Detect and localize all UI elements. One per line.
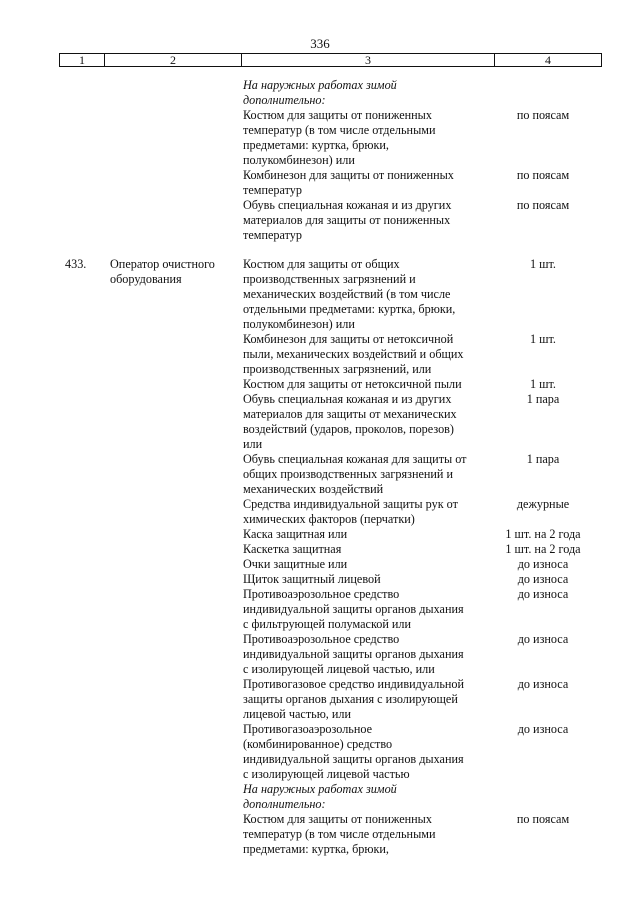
table-row — [0, 647, 640, 662]
table-row — [0, 812, 640, 827]
profession-name — [110, 587, 243, 602]
header-col-2: 2 — [105, 54, 242, 66]
equipment-item: Костюм для защиты от пониженных — [243, 108, 432, 122]
row-number — [65, 467, 110, 482]
table-row — [0, 587, 640, 602]
equipment-item: или — [243, 437, 263, 451]
equipment-item: Щиток защитный лицевой — [243, 572, 381, 586]
profession-name: Оператор очистного — [110, 257, 215, 271]
issue-norm — [491, 782, 595, 797]
row-number — [65, 392, 110, 407]
table-row — [0, 497, 640, 512]
row-number — [65, 662, 110, 677]
issue-norm — [491, 797, 595, 812]
issue-norm: до износа — [517, 677, 569, 691]
row-number — [65, 827, 110, 842]
equipment-item: химических факторов (перчатки) — [243, 512, 415, 526]
table-row — [0, 527, 640, 542]
profession-name — [110, 542, 243, 557]
row-number — [65, 527, 110, 542]
row-number — [65, 557, 110, 572]
table-row — [0, 542, 640, 557]
row-number — [65, 437, 110, 452]
profession-name — [110, 737, 243, 752]
issue-norm: 1 шт. на 2 года — [505, 527, 581, 541]
table-body — [0, 78, 640, 857]
profession-name — [110, 467, 243, 482]
issue-norm: до износа — [517, 722, 569, 736]
row-number — [65, 78, 110, 93]
equipment-item: (комбинированное) средство — [243, 737, 393, 751]
issue-norm — [491, 827, 595, 842]
table-row — [0, 93, 640, 108]
table-row — [0, 842, 640, 857]
table-row — [0, 138, 640, 153]
equipment-item: Костюм для защиты от нетоксичной пыли — [243, 377, 462, 391]
equipment-item: температур — [243, 228, 302, 242]
profession-name — [110, 722, 243, 737]
table-row — [0, 272, 640, 287]
row-number — [65, 647, 110, 662]
table-row — [0, 228, 640, 243]
issue-norm — [491, 93, 595, 108]
table-row — [0, 707, 640, 722]
profession-name: оборудования — [110, 272, 182, 286]
equipment-item: Противоаэрозольное средство — [243, 632, 400, 646]
row-number — [65, 272, 110, 287]
equipment-item: механических воздействий — [243, 482, 384, 496]
profession-name — [110, 332, 243, 347]
issue-norm — [491, 467, 595, 482]
condition-subheading: дополнительно: — [243, 797, 326, 811]
equipment-item: индивидуальной защиты органов дыхания — [243, 752, 464, 766]
table-row — [0, 692, 640, 707]
table-row — [0, 377, 640, 392]
row-number — [65, 482, 110, 497]
row-number — [65, 332, 110, 347]
equipment-item: защиты органов дыхания с изолирующей — [243, 692, 458, 706]
equipment-item: Обувь специальная кожаная для защиты от — [243, 452, 467, 466]
table-row — [0, 482, 640, 497]
issue-norm: по поясам — [516, 108, 570, 122]
profession-name — [110, 138, 243, 153]
table-row — [0, 512, 640, 527]
table-row — [0, 153, 640, 168]
row-number — [65, 213, 110, 228]
row-number — [65, 542, 110, 557]
equipment-item: индивидуальной защиты органов дыхания — [243, 647, 464, 661]
profession-name — [110, 108, 243, 123]
equipment-item: предметами: куртка, брюки, — [243, 138, 389, 152]
row-number — [65, 707, 110, 722]
row-number — [65, 153, 110, 168]
table-row — [0, 782, 640, 797]
row-number — [65, 752, 110, 767]
equipment-item: производственных загрязнений и — [243, 272, 416, 286]
issue-norm — [491, 617, 595, 632]
table-row — [0, 632, 640, 647]
row-number — [65, 572, 110, 587]
row-number — [65, 632, 110, 647]
equipment-item: материалов для защиты от механических — [243, 407, 457, 421]
issue-norm — [491, 437, 595, 452]
equipment-item: полукомбинезон) или — [243, 317, 355, 331]
profession-name — [110, 422, 243, 437]
equipment-item: Противогазоаэрозольное — [243, 722, 373, 736]
row-number — [65, 183, 110, 198]
table-row — [0, 332, 640, 347]
row-number — [65, 737, 110, 752]
table-row — [0, 213, 640, 228]
profession-name — [110, 782, 243, 797]
issue-norm — [491, 767, 595, 782]
profession-name — [110, 213, 243, 228]
table-row — [0, 827, 640, 842]
header-col-4: 4 — [545, 53, 551, 67]
issue-norm — [491, 228, 595, 243]
equipment-item: индивидуальной защиты органов дыхания — [243, 602, 464, 616]
equipment-item: температур — [243, 183, 302, 197]
profession-name — [110, 497, 243, 512]
table-row — [0, 767, 640, 782]
table-row — [0, 392, 640, 407]
issue-norm: до износа — [517, 632, 569, 646]
issue-norm — [491, 662, 595, 677]
issue-norm — [491, 302, 595, 317]
issue-norm — [491, 347, 595, 362]
equipment-item: температур (в том числе отдельными — [243, 123, 436, 137]
table-row — [0, 317, 640, 332]
row-number — [65, 198, 110, 213]
row-number — [65, 347, 110, 362]
table-row — [0, 183, 640, 198]
issue-norm: по поясам — [516, 168, 570, 182]
condition-subheading: дополнительно: — [243, 93, 326, 107]
row-number — [65, 302, 110, 317]
equipment-item: механических воздействий (в том числе — [243, 287, 451, 301]
row-number — [65, 617, 110, 632]
table-row — [0, 722, 640, 737]
table-row — [0, 677, 640, 692]
issue-norm: по поясам — [516, 812, 570, 826]
equipment-item: Комбинезон для защиты от пониженных — [243, 168, 454, 182]
issue-norm: до износа — [517, 572, 569, 586]
profession-name — [110, 168, 243, 183]
equipment-item: Обувь специальная кожаная и из других — [243, 392, 452, 406]
issue-norm — [491, 78, 595, 93]
profession-name — [110, 362, 243, 377]
row-number — [65, 797, 110, 812]
issue-norm — [491, 272, 595, 287]
issue-norm — [491, 737, 595, 752]
profession-name — [110, 287, 243, 302]
row-number — [65, 782, 110, 797]
table-row — [0, 198, 640, 213]
issue-norm — [491, 692, 595, 707]
table-header-row — [59, 53, 602, 67]
equipment-item: предметами: куртка, брюки, — [243, 842, 389, 856]
profession-name — [110, 437, 243, 452]
table-row — [0, 168, 640, 183]
profession-name — [110, 123, 243, 138]
row-number — [65, 93, 110, 108]
issue-norm — [491, 153, 595, 168]
issue-norm — [491, 602, 595, 617]
table-row — [0, 737, 640, 752]
profession-name — [110, 377, 243, 392]
profession-name — [110, 677, 243, 692]
equipment-item: с фильтрующей полумаской или — [243, 617, 412, 631]
issue-norm: 1 шт. — [530, 257, 556, 271]
profession-name — [110, 452, 243, 467]
issue-norm: по поясам — [516, 198, 570, 212]
row-number — [65, 407, 110, 422]
issue-norm — [491, 407, 595, 422]
header-col-3: 3 — [242, 54, 495, 66]
issue-norm — [491, 287, 595, 302]
table-row — [0, 437, 640, 452]
row-number — [65, 512, 110, 527]
condition-subheading: На наружных работах зимой — [243, 78, 397, 92]
profession-name — [110, 827, 243, 842]
equipment-item: Противогазовое средство индивидуальной — [243, 677, 465, 691]
row-number — [65, 123, 110, 138]
row-number — [65, 497, 110, 512]
issue-norm: 1 шт. — [530, 377, 556, 391]
profession-name — [110, 78, 243, 93]
issue-norm — [491, 138, 595, 153]
issue-norm: 1 пара — [526, 452, 560, 466]
equipment-item: Противоаэрозольное средство — [243, 587, 400, 601]
profession-name — [110, 662, 243, 677]
row-spacer — [0, 243, 640, 257]
table-row — [0, 123, 640, 138]
table-row — [0, 78, 640, 93]
issue-norm: до износа — [517, 557, 569, 571]
equipment-item: Средства индивидуальной защиты рук от — [243, 497, 458, 511]
issue-norm — [491, 123, 595, 138]
profession-name — [110, 317, 243, 332]
table-row — [0, 662, 640, 677]
profession-name — [110, 198, 243, 213]
profession-name — [110, 527, 243, 542]
issue-norm — [491, 362, 595, 377]
table-row — [0, 257, 640, 272]
table-row — [0, 347, 640, 362]
equipment-item: материалов для защиты от пониженных — [243, 213, 451, 227]
row-number — [65, 452, 110, 467]
table-row — [0, 407, 640, 422]
profession-name — [110, 93, 243, 108]
profession-name — [110, 812, 243, 827]
row-number — [65, 587, 110, 602]
equipment-item: воздействий (ударов, проколов, порезов) — [243, 422, 454, 436]
profession-name — [110, 482, 243, 497]
profession-name — [110, 602, 243, 617]
issue-norm — [491, 482, 595, 497]
issue-norm — [491, 183, 595, 198]
row-number — [65, 422, 110, 437]
profession-name — [110, 512, 243, 527]
table-row — [0, 302, 640, 317]
row-number — [65, 168, 110, 183]
header-col-1: 1 — [60, 54, 105, 66]
equipment-item: полукомбинезон) или — [243, 153, 355, 167]
page-number: 336 — [310, 36, 330, 51]
profession-name — [110, 347, 243, 362]
equipment-item: Костюм для защиты от пониженных — [243, 812, 432, 826]
profession-name — [110, 842, 243, 857]
table-row — [0, 422, 640, 437]
table-row — [0, 452, 640, 467]
condition-subheading: На наружных работах зимой — [243, 782, 397, 796]
issue-norm: до износа — [517, 587, 569, 601]
profession-name — [110, 767, 243, 782]
issue-norm: 1 шт. на 2 года — [505, 542, 581, 556]
table-row — [0, 572, 640, 587]
profession-name — [110, 392, 243, 407]
issue-norm — [491, 317, 595, 332]
table-row — [0, 602, 640, 617]
issue-norm — [491, 842, 595, 857]
row-number — [65, 317, 110, 332]
table-row — [0, 287, 640, 302]
profession-name — [110, 707, 243, 722]
table-row — [0, 557, 640, 572]
profession-name — [110, 647, 243, 662]
table-row — [0, 467, 640, 482]
issue-norm — [491, 752, 595, 767]
profession-name — [110, 183, 243, 198]
equipment-item: Каскетка защитная — [243, 542, 342, 556]
equipment-item: с изолирующей лицевой частью, или — [243, 662, 435, 676]
profession-name — [110, 692, 243, 707]
equipment-item: Костюм для защиты от общих — [243, 257, 400, 271]
issue-norm — [491, 647, 595, 662]
profession-name — [110, 632, 243, 647]
profession-name — [110, 752, 243, 767]
row-number — [65, 377, 110, 392]
profession-name — [110, 572, 243, 587]
row-number — [65, 362, 110, 377]
equipment-item: Очки защитные или — [243, 557, 348, 571]
profession-name — [110, 557, 243, 572]
issue-norm: 1 пара — [526, 392, 560, 406]
equipment-item: Комбинезон для защиты от нетоксичной — [243, 332, 454, 346]
equipment-item: отдельными предметами: куртка, брюки, — [243, 302, 456, 316]
row-number — [65, 108, 110, 123]
table-row — [0, 617, 640, 632]
row-number — [65, 228, 110, 243]
profession-name — [110, 617, 243, 632]
equipment-item: общих производственных загрязнений и — [243, 467, 454, 481]
equipment-item: Каска защитная или — [243, 527, 348, 541]
row-number — [65, 722, 110, 737]
row-number — [65, 842, 110, 857]
issue-norm: дежурные — [516, 497, 570, 511]
equipment-item: пыли, механических воздействий и общих — [243, 347, 464, 361]
row-number — [65, 692, 110, 707]
issue-norm: 1 шт. — [530, 332, 556, 346]
row-number — [65, 287, 110, 302]
equipment-item: с изолирующей лицевой частью — [243, 767, 410, 781]
row-number — [65, 677, 110, 692]
profession-name — [110, 797, 243, 812]
equipment-item: температур (в том числе отдельными — [243, 827, 436, 841]
row-number: 433. — [65, 257, 87, 271]
profession-name — [110, 153, 243, 168]
row-number — [65, 138, 110, 153]
table-row — [0, 752, 640, 767]
row-number — [65, 602, 110, 617]
equipment-item: производственных загрязнений, или — [243, 362, 432, 376]
issue-norm — [491, 512, 595, 527]
row-number — [65, 812, 110, 827]
issue-norm — [491, 422, 595, 437]
table-row — [0, 797, 640, 812]
equipment-item: Обувь специальная кожаная и из других — [243, 198, 452, 212]
profession-name — [110, 407, 243, 422]
table-row — [0, 362, 640, 377]
table-row — [0, 108, 640, 123]
profession-name — [110, 302, 243, 317]
issue-norm — [491, 707, 595, 722]
issue-norm — [491, 213, 595, 228]
row-number — [65, 767, 110, 782]
profession-name — [110, 228, 243, 243]
equipment-item: лицевой частью, или — [243, 707, 352, 721]
